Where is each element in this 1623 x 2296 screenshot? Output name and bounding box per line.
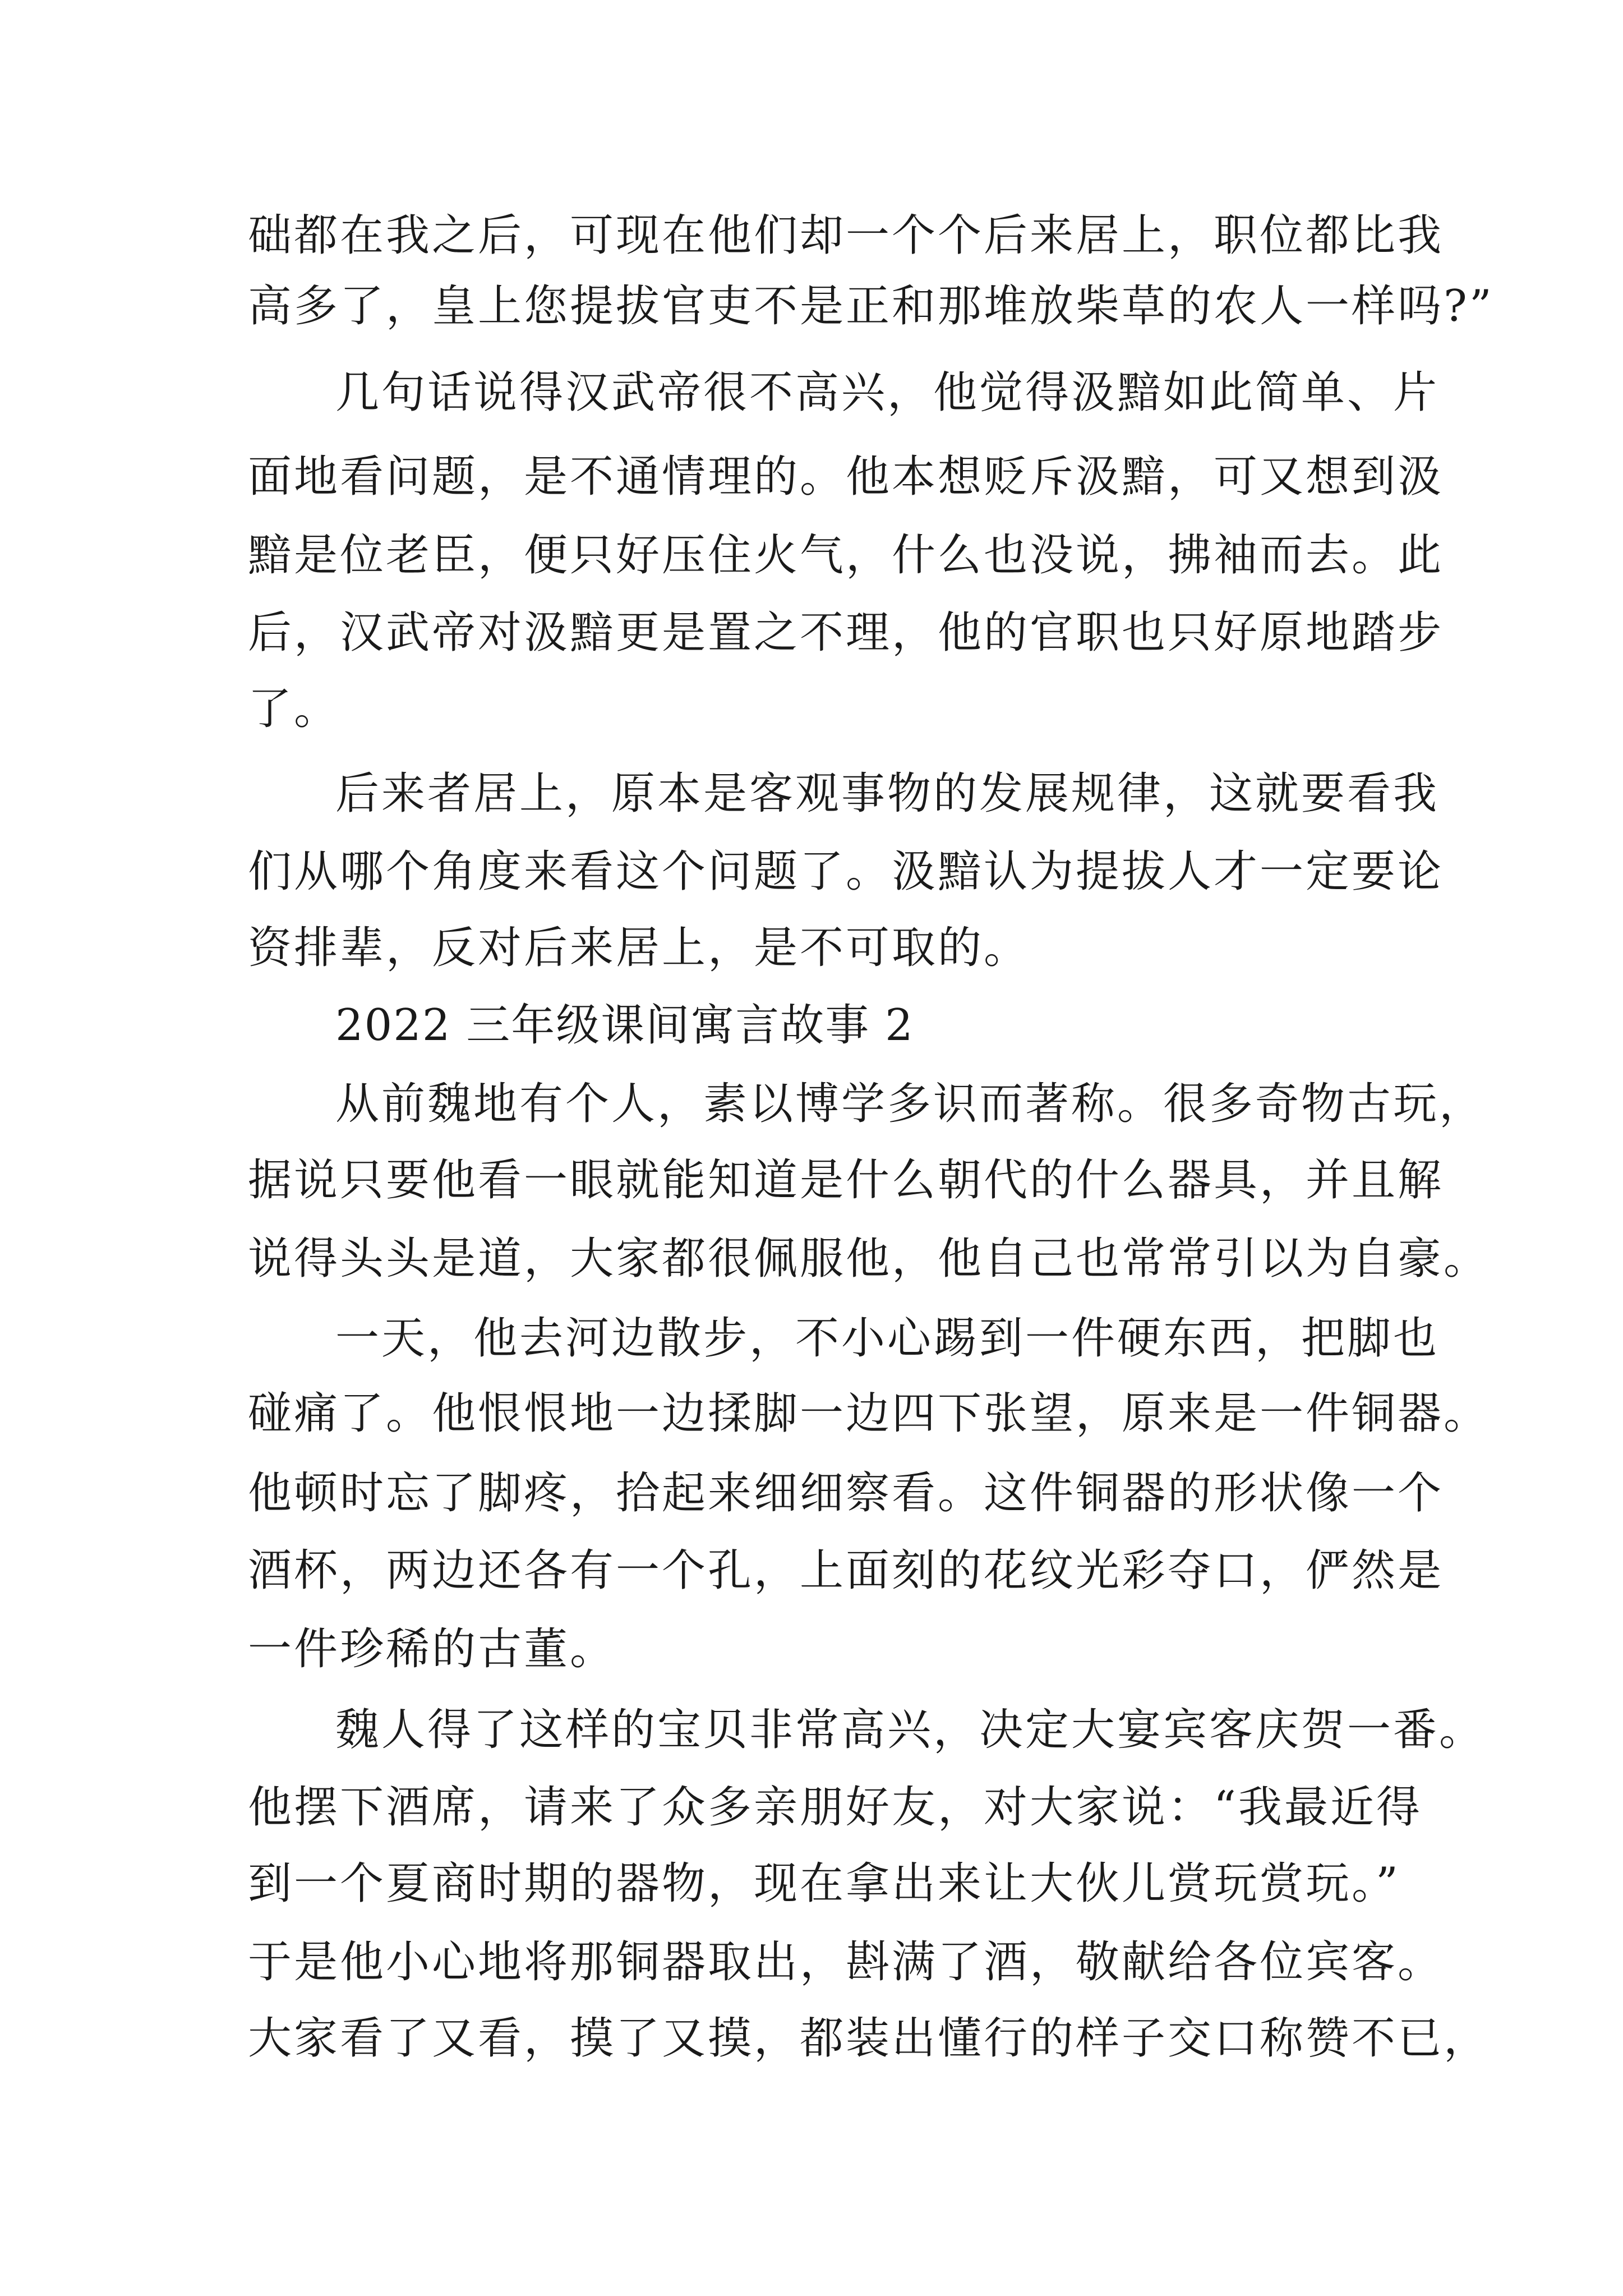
text-line: 酒杯，两边还各有一个孔，上面刻的花纹光彩夺口，俨然是 <box>248 1545 1444 1596</box>
text-line: 他摆下酒席，请来了众多亲朋好友，对大家说：“我最近得 <box>248 1782 1422 1833</box>
paragraph-start-line: 一天，他去河边散步，不小心踢到一件硬东西，把脚也 <box>335 1313 1440 1364</box>
paragraph-start-line: 几句话说得汉武帝很不高兴，他觉得汲黯如此简单、片 <box>335 367 1440 418</box>
text-line: 到一个夏商时期的器物，现在拿出来让大伙儿赏玩赏玩。” <box>248 1858 1400 1909</box>
paragraph-start-line: 魏人得了这样的宝贝非常高兴，决定大宴宾客庆贺一番。 <box>335 1705 1486 1755</box>
text-line: 据说只要他看一眼就能知道是什么朝代的什么器具，并且解 <box>248 1155 1444 1205</box>
text-line: 大家看了又看，摸了又摸，都装出懂行的样子交口称赞不已， <box>248 2013 1490 2064</box>
paragraph-start-line: 从前魏地有个人，素以博学多识而著称。很多奇物古玩， <box>335 1079 1486 1129</box>
text-line: 后，汉武帝对汲黯更是置之不理，他的官职也只好原地踏步 <box>248 608 1444 658</box>
section-heading: 2022 三年级课间寓言故事 2 <box>335 1000 914 1051</box>
paragraph-start-line: 后来者居上，原本是客观事物的发展规律，这就要看我 <box>335 769 1440 819</box>
text-line: 们从哪个角度来看这个问题了。汲黯认为提拔人才一定要论 <box>248 846 1444 897</box>
text-line: 础都在我之后，可现在他们却一个个后来居上，职位都比我 <box>248 210 1444 261</box>
text-line: 于是他小心地将那铜器取出，斟满了酒，敬献给各位宾客。 <box>248 1937 1444 1987</box>
text-line: 他顿时忘了脚疼，拾起来细细察看。这件铜器的形状像一个 <box>248 1468 1444 1519</box>
text-line: 碰痛了。他恨恨地一边揉脚一边四下张望，原来是一件铜器。 <box>248 1388 1490 1439</box>
text-line: 说得头头是道，大家都很佩服他，他自己也常常引以为自豪。 <box>248 1234 1490 1284</box>
text-line: 了。 <box>248 684 340 734</box>
text-line: 高多了，皇上您提拔官吏不是正和那堆放柴草的农人一样吗?” <box>248 281 1494 332</box>
text-line: 黯是位老臣，便只好压住火气，什么也没说，拂袖而去。此 <box>248 530 1444 581</box>
text-line: 资排辈，反对后来居上，是不可取的。 <box>248 923 1030 973</box>
text-line: 一件珍稀的古董。 <box>248 1624 616 1674</box>
text-line: 面地看问题，是不通情理的。他本想贬斥汲黯，可又想到汲 <box>248 452 1444 502</box>
